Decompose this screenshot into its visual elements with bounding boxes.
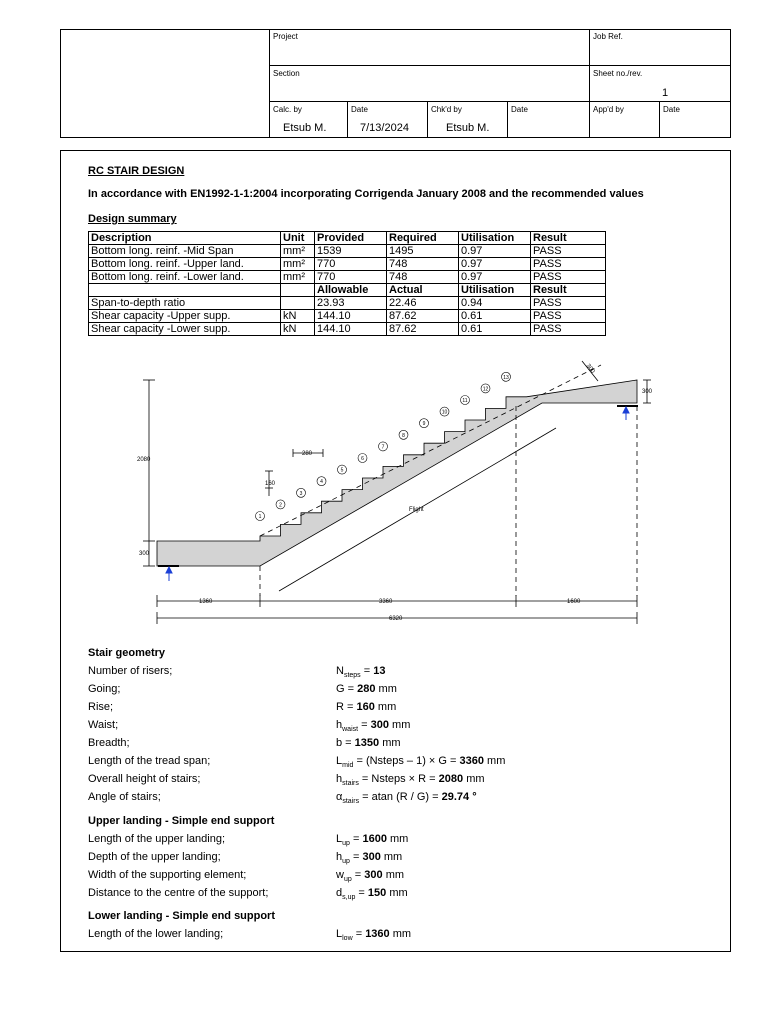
appd-label: App'd by xyxy=(593,105,624,114)
date1-cell xyxy=(347,101,428,138)
param-symbol: d xyxy=(336,887,343,899)
summary-cell: 1539 xyxy=(315,245,387,258)
sheet-label: Sheet no./rev. xyxy=(593,69,643,78)
summary-row xyxy=(89,245,606,258)
param-symbol: R xyxy=(336,701,344,713)
param-label: Length of the upper landing; xyxy=(88,833,226,845)
summary-cell: mm² xyxy=(281,245,315,258)
param-label: Depth of the upper landing; xyxy=(88,851,221,863)
param-symbol: L xyxy=(336,755,343,767)
param-subscript: s,up xyxy=(342,894,356,902)
summary-cell: Span-to-depth ratio xyxy=(89,297,281,310)
calcby-label: Calc. by xyxy=(273,105,302,114)
calcby-cell xyxy=(269,101,348,138)
param-value xyxy=(336,851,402,865)
step-number: 4 xyxy=(320,479,323,486)
param-value xyxy=(336,833,408,847)
section-cell xyxy=(269,65,590,102)
sheet-cell xyxy=(589,65,731,102)
summary-cell: mm² xyxy=(281,258,315,271)
date2-label: Date xyxy=(511,105,528,114)
summary-cell: Unit xyxy=(281,232,315,245)
summary-row xyxy=(89,323,606,336)
step-number: 10 xyxy=(441,409,448,416)
summary-cell: PASS xyxy=(531,271,606,284)
rise-label: 160 xyxy=(265,481,276,487)
step-number: 1 xyxy=(258,514,262,520)
lower-landing-title: Lower landing - Simple end support xyxy=(88,910,276,922)
summary-cell xyxy=(281,297,315,310)
summary-cell: Provided xyxy=(315,232,387,245)
title-block xyxy=(60,29,731,138)
param-unit: mm xyxy=(386,833,409,845)
stair-diagram xyxy=(61,356,730,626)
stair-section xyxy=(157,380,637,566)
param-value xyxy=(336,719,410,733)
date3-cell xyxy=(659,101,731,138)
project-label: Project xyxy=(273,32,298,41)
step-number: 6 xyxy=(361,456,364,462)
param-value xyxy=(336,773,485,787)
appd-cell xyxy=(589,101,660,138)
summary-cell: PASS xyxy=(531,297,606,310)
date1-label: Date xyxy=(351,105,368,114)
upper-landing-title: Upper landing - Simple end support xyxy=(88,815,275,827)
summary-cell: 770 xyxy=(315,258,387,271)
step-number: 11 xyxy=(462,398,468,404)
flight-label: Flight xyxy=(409,507,424,513)
param-equation: = xyxy=(344,683,358,695)
summary-cell: 1495 xyxy=(387,245,459,258)
param-label: Distance to the centre of the support; xyxy=(88,887,269,899)
param-number: 300 xyxy=(362,851,381,863)
step-number: 7 xyxy=(381,444,385,451)
param-unit: mm xyxy=(483,755,506,767)
chkd-value: Etsub M. xyxy=(446,122,490,134)
param-value xyxy=(336,887,408,901)
summary-cell: 23.93 xyxy=(315,297,387,310)
summary-cell: PASS xyxy=(531,310,606,323)
param-label: Going; xyxy=(88,683,121,695)
lower-len-label: 1360 xyxy=(199,599,213,605)
summary-cell: Actual xyxy=(387,284,459,297)
project-cell xyxy=(269,29,590,66)
upper-depth-label: 300 xyxy=(642,389,653,395)
param-subscript: up xyxy=(343,876,352,884)
param-symbol: N xyxy=(336,665,344,677)
summary-row xyxy=(89,310,606,323)
summary-cell: Shear capacity -Lower supp. xyxy=(89,323,281,336)
jobref-cell xyxy=(589,29,731,66)
param-value xyxy=(336,791,477,805)
step-number: 5 xyxy=(340,467,344,474)
summary-cell: 144.10 xyxy=(315,310,387,323)
param-equation: = xyxy=(352,928,366,940)
param-equation: = xyxy=(343,701,357,713)
date1-value: 7/13/2024 xyxy=(360,122,409,134)
summary-cell: 87.62 xyxy=(387,323,459,336)
param-label: Length of the tread span; xyxy=(88,755,211,767)
param-equation: = Nsteps × R = xyxy=(358,773,439,785)
summary-row xyxy=(89,258,606,271)
summary-cell: Result xyxy=(531,284,606,297)
step-number: 12 xyxy=(482,386,489,393)
upper-len-label: 1600 xyxy=(567,599,581,605)
summary-cell: kN xyxy=(281,323,315,336)
summary-table xyxy=(88,231,606,336)
param-equation: = atan (R / G) = xyxy=(359,791,442,803)
summary-cell: Description xyxy=(89,232,281,245)
summary-cell: Utilisation xyxy=(459,232,531,245)
param-number: 150 xyxy=(367,887,387,899)
section-label: Section xyxy=(273,69,300,78)
step-number: 9 xyxy=(422,421,426,428)
sheet-value: 1 xyxy=(662,87,669,99)
param-label: Angle of stairs; xyxy=(88,791,161,803)
param-symbol: α xyxy=(336,791,343,803)
param-value xyxy=(336,755,505,769)
summary-cell: 770 xyxy=(315,271,387,284)
param-equation: = xyxy=(349,833,363,845)
param-value xyxy=(336,701,396,713)
total-len-label: 6320 xyxy=(389,616,403,622)
param-number: 1600 xyxy=(362,833,387,845)
param-label: Length of the lower landing; xyxy=(88,928,224,940)
param-label: Number of risers; xyxy=(88,665,173,677)
summary-cell: Required xyxy=(387,232,459,245)
param-unit: mm xyxy=(389,928,412,940)
summary-cell: mm² xyxy=(281,271,315,284)
param-symbol: h xyxy=(336,851,343,863)
summary-cell xyxy=(281,284,315,297)
param-unit: mm xyxy=(379,737,401,749)
param-value xyxy=(336,683,397,695)
param-number: 1360 xyxy=(365,928,390,940)
lower-depth-label: 300 xyxy=(139,551,150,557)
summary-cell: 0.97 xyxy=(459,271,531,284)
param-equation: = (Nsteps – 1) × G = xyxy=(353,755,460,767)
param-symbol: w xyxy=(336,869,344,881)
doc-title: RC STAIR DESIGN xyxy=(88,165,185,177)
going-label: 280 xyxy=(302,451,313,457)
summary-cell: PASS xyxy=(531,258,606,271)
param-number: 160 xyxy=(356,701,375,713)
date3-label: Date xyxy=(663,105,680,114)
param-number: 13 xyxy=(373,665,386,677)
param-subscript: mid xyxy=(342,762,354,770)
param-number: 2080 xyxy=(438,773,464,785)
height-dim-label: 2080 xyxy=(137,457,151,463)
param-unit: mm xyxy=(380,851,403,863)
waist-label: 300 xyxy=(584,363,596,375)
summary-cell: Bottom long. reinf. -Mid Span xyxy=(89,245,281,258)
standard-note: In accordance with EN1992-1-1:2004 incorporating Corrigenda January 2008 and the recommended values xyxy=(88,188,644,200)
summary-cell: 22.46 xyxy=(387,297,459,310)
param-subscript: up xyxy=(342,840,350,848)
param-label: Breadth; xyxy=(88,737,130,749)
param-subscript: up xyxy=(342,858,350,866)
summary-row xyxy=(89,232,606,245)
param-subscript: steps xyxy=(343,672,361,680)
param-unit: mm xyxy=(375,683,397,695)
summary-cell: PASS xyxy=(531,323,606,336)
param-unit: mm xyxy=(382,869,405,881)
summary-cell: 0.97 xyxy=(459,258,531,271)
flight-len-label: 3360 xyxy=(379,599,393,605)
summary-cell: 0.94 xyxy=(459,297,531,310)
param-equation: = xyxy=(342,737,355,749)
summary-cell: Utilisation xyxy=(459,284,531,297)
date2-cell xyxy=(507,101,590,138)
param-equation: = xyxy=(355,887,368,899)
chkd-label: Chk'd by xyxy=(431,105,462,114)
summary-cell: Allowable xyxy=(315,284,387,297)
param-equation: = xyxy=(351,869,365,881)
chkd-cell xyxy=(427,101,508,138)
param-symbol: h xyxy=(336,773,343,785)
summary-cell: 748 xyxy=(387,258,459,271)
summary-cell: kN xyxy=(281,310,315,323)
param-value xyxy=(336,928,411,942)
param-subscript: stairs xyxy=(342,798,360,806)
param-equation: = xyxy=(360,665,374,677)
step-number-group xyxy=(256,372,511,520)
param-number: 3360 xyxy=(459,755,484,767)
calcby-value: Etsub M. xyxy=(283,122,327,134)
param-equation: = xyxy=(358,719,371,731)
param-subscript: low xyxy=(342,935,353,943)
param-label: Width of the supporting element; xyxy=(88,869,247,881)
param-symbol: b xyxy=(336,737,343,749)
param-number: 300 xyxy=(370,719,389,731)
geometry-title: Stair geometry xyxy=(88,647,166,659)
jobref-label: Job Ref. xyxy=(593,32,623,41)
summary-cell: 0.61 xyxy=(459,323,531,336)
param-number: 280 xyxy=(357,683,376,695)
param-number: 29.74 ° xyxy=(441,791,477,803)
step-number: 3 xyxy=(299,490,303,497)
step-number: 13 xyxy=(503,374,509,381)
param-unit: mm xyxy=(374,701,397,713)
calc-sheet xyxy=(60,150,731,952)
summary-cell: 0.97 xyxy=(459,245,531,258)
param-unit: mm xyxy=(388,719,411,731)
summary-cell: Shear capacity -Upper supp. xyxy=(89,310,281,323)
summary-row xyxy=(89,271,606,284)
param-unit: mm xyxy=(386,887,408,899)
param-value xyxy=(336,737,401,749)
param-subscript: stairs xyxy=(342,780,359,788)
summary-row xyxy=(89,284,606,297)
param-symbol: G xyxy=(336,683,345,695)
step-number: 2 xyxy=(279,502,282,509)
param-value xyxy=(336,665,385,679)
param-symbol: L xyxy=(336,833,343,845)
param-label: Rise; xyxy=(88,701,114,713)
summary-cell: 0.61 xyxy=(459,310,531,323)
summary-cell xyxy=(89,284,281,297)
summary-cell: Bottom long. reinf. -Upper land. xyxy=(89,258,281,271)
param-value xyxy=(336,869,404,883)
param-label: Waist; xyxy=(88,719,119,731)
step-number: 8 xyxy=(402,432,405,439)
summary-cell: 748 xyxy=(387,271,459,284)
summary-cell: 87.62 xyxy=(387,310,459,323)
param-label: Overall height of stairs; xyxy=(88,773,201,785)
summary-cell: PASS xyxy=(531,245,606,258)
param-number: 300 xyxy=(364,869,383,881)
param-symbol: L xyxy=(336,928,343,940)
param-unit: mm xyxy=(463,773,485,785)
param-subscript: waist xyxy=(342,726,359,734)
param-equation: = xyxy=(349,851,363,863)
summary-row xyxy=(89,297,606,310)
summary-cell: Bottom long. reinf. -Lower land. xyxy=(89,271,281,284)
summary-title: Design summary xyxy=(88,213,177,225)
summary-cell: 144.10 xyxy=(315,323,387,336)
param-symbol: h xyxy=(336,719,343,731)
summary-cell: Result xyxy=(531,232,606,245)
param-number: 1350 xyxy=(354,737,380,749)
